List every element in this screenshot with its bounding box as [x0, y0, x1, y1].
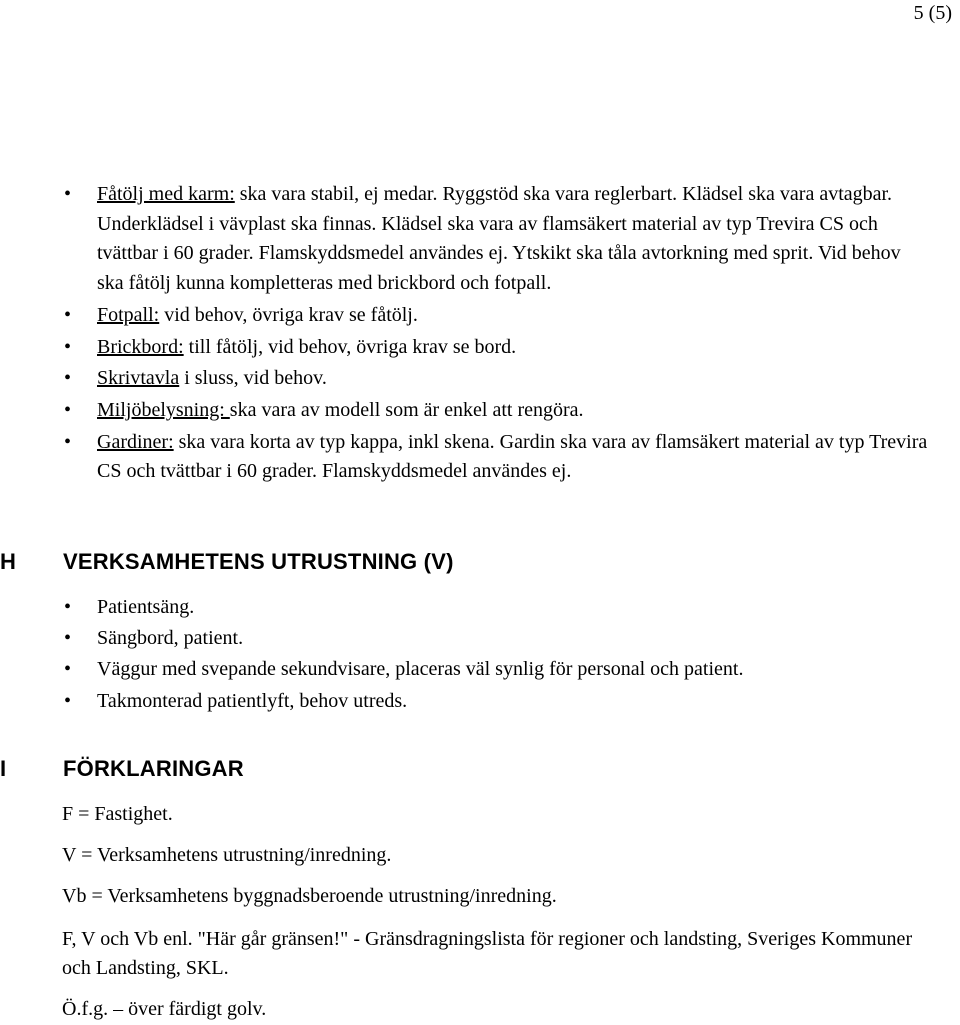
list-item: [0, 624, 932, 654]
item-term: Skrivtavla: [97, 367, 180, 390]
bullet-icon: •: [64, 627, 72, 650]
bullet-icon: •: [64, 367, 72, 390]
item-text: i sluss, vid behov.: [179, 367, 327, 390]
list-item-ambient-lighting: [0, 396, 932, 426]
item-text: Takmonterad patientlyft, behov utreds.: [97, 689, 408, 712]
bullet-icon: •: [64, 689, 72, 712]
list-item: [0, 655, 932, 685]
bullet-icon: •: [64, 398, 72, 421]
section-h-title: VERKSAMHETENS UTRUSTNING (V): [63, 549, 454, 574]
bullet-icon: •: [64, 430, 72, 453]
item-term: Miljöbelysning:: [97, 398, 230, 421]
list-item: [0, 593, 932, 623]
furniture-list: [0, 180, 932, 487]
bullet-icon: •: [64, 183, 72, 205]
item-term: Fotpall:: [97, 303, 160, 326]
section-i-letter: I: [0, 756, 7, 781]
item-term: Brickbord:: [97, 335, 184, 358]
list-item-tray-table: [0, 333, 932, 363]
list-item: [0, 687, 932, 717]
bullet-icon: •: [64, 335, 72, 358]
bullet-icon: •: [64, 303, 72, 326]
item-text: ska vara av modell som är enkel att rengöra.: [229, 398, 584, 421]
item-text: Sängbord, patient.: [97, 627, 244, 650]
item-text: Väggur med svepande sekundvisare, placeras väl synlig för personal och patient.: [97, 658, 744, 681]
item-term: Fåtölj med karm:: [97, 183, 235, 205]
item-term: Gardiner:: [97, 430, 174, 453]
bullet-icon: •: [64, 658, 72, 681]
page-number: 5 (5): [913, 2, 952, 24]
item-text: vid behov, övriga krav se fåtölj.: [159, 303, 418, 326]
item-text: ska vara stabil, ej medar. Ryggstöd ska vara reglerbart. Klädsel ska vara avtagbar. Underklädsel i vävplast ska finnas. Klädsel ska vara av flamsäkert material av typ Trevira CS och tvättbar i 60 grader. Flamskyddsmedel användes ej. Ytskikt ska tåla avtorkning med sprit. Vid behov ska fåtölj kunna kompletteras med brickbord och fotpall.: [97, 183, 901, 295]
bullet-icon: •: [64, 596, 72, 618]
item-text: till fåtölj, vid behov, övriga krav se bord.: [183, 335, 517, 358]
item-text: Patientsäng.: [97, 596, 195, 618]
list-item-curtains: [0, 428, 932, 487]
definition-v: V = Verksamhetens utrustning/inredning.: [62, 844, 392, 866]
list-item-armchair: [0, 180, 932, 299]
list-item-whiteboard: [0, 364, 932, 394]
section-i-title: FÖRKLARINGAR: [63, 756, 244, 781]
definition-f: F = Fastighet.: [62, 803, 173, 825]
equipment-list: [0, 593, 932, 716]
definition-vb: Vb = Verksamhetens byggnadsberoende utrustning/inredning.: [62, 885, 557, 907]
definition-ofg: Ö.f.g. – över färdigt golv.: [62, 998, 267, 1020]
item-text: ska vara korta av typ kappa, inkl skena. Gardin ska vara av flamsäkert material av typ Trevira CS och tvättbar i 60 grader. Flamskyddsmedel användes ej.: [97, 430, 928, 483]
section-h-letter: H: [0, 549, 16, 574]
list-item-footstool: [0, 301, 932, 331]
boundary-reference: F, V och Vb enl. "Här går gränsen!" - Gränsdragningslista för regioner och landsting, Sveriges Kommuner och Landsting, SKL.: [62, 928, 913, 979]
